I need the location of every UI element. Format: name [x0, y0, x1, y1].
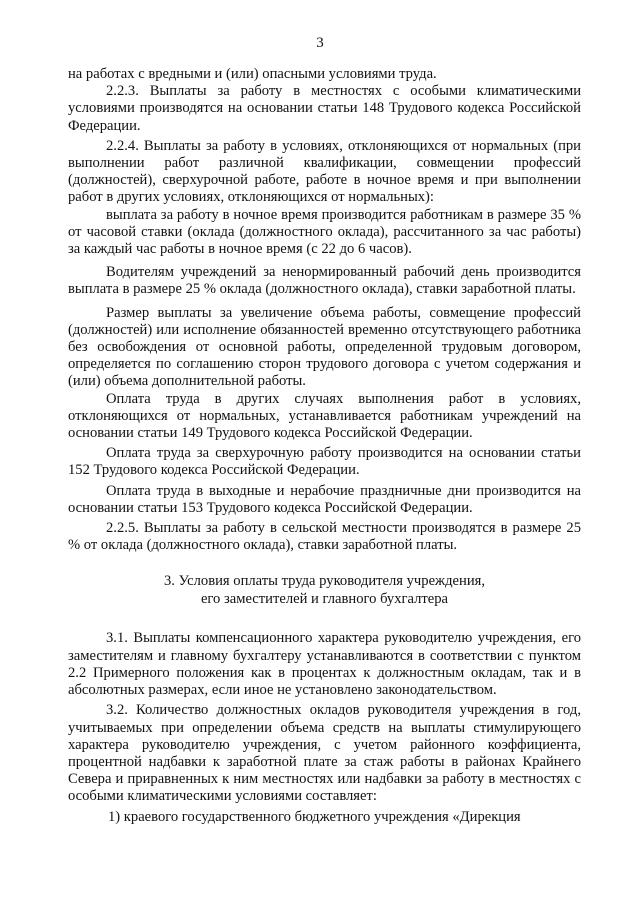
page-number: 3 — [316, 35, 324, 51]
paragraph-drivers: Водителям учреждений за ненормированный рабочий день производится выплата в размере 25 % оклада (должностного оклада), ставки заработной платы. — [68, 264, 581, 298]
paragraph-overtime: Оплата труда за сверхурочную работу производится на основании статьи 152 Трудового кодекса Российской Федерации. — [68, 445, 581, 479]
section-heading-line-2: его заместителей и главного бухгалтера — [200, 591, 449, 608]
paragraph-night-work: выплата за работу в ночное время производится работникам в размере 35 % от часовой ставки (оклада (должностного оклада), рассчитанного за час работы) за каждый час работы в ночное время (с 22 до 6 часов). — [68, 206, 581, 258]
paragraph-extra-work: Размер выплаты за увеличение объема работы, совмещение профессий (должностей) или исполнение обязанностей временно отсутствующего работника без освобождения от основной работы, определенной трудовым договором, определяется по соглашению сторон трудового договора с учетом содержания и (или) объема дополнительной работы. — [68, 304, 581, 390]
paragraph-continuation: на работах с вредными и (или) опасными условиями труда. — [68, 66, 437, 82]
paragraph-3-1: 3.1. Выплаты компенсационного характера руководителю учреждения, его заместителям и главному бухгалтеру устанавливаются в соответствии с пунктом 2.2 Примерного положения как в процентах к должностным окладам, так и в абсолютных размерах, если иное не установлено законодательством. — [68, 630, 581, 699]
paragraph-2-2-4: 2.2.4. Выплаты за работу в условиях, отклоняющихся от нормальных (при выполнении работ различной квалификации, совмещении профессий (должностей), сверхурочной работе, работе в ночное время и при выполнении работ в других условиях, отклоняющихся от нормальных): — [68, 137, 581, 206]
paragraph-2-2-3: 2.2.3. Выплаты за работу в местностях с особыми климатическими условиями производятся на основании статьи 148 Трудового кодекса Российской Федерации. — [68, 83, 581, 134]
section-heading-line-1: 3. Условия оплаты труда руководителя учреждения, — [163, 573, 486, 590]
list-item-1: 1) краевого государственного бюджетного учреждения «Дирекция — [108, 808, 521, 825]
paragraph-other-cases: Оплата труда в других случаях выполнения работ в условиях, отклоняющихся от нормальных, устанавливается работникам учреждений на основании статьи 149 Трудового кодекса Российской Федерации. — [68, 390, 581, 442]
paragraph-3-2: 3.2. Количество должностных окладов руководителя учреждения в год, учитываемых при определении объема средств на выплаты стимулирующего характера руководителю учреждения, с учетом районного коэффициента, процентной надбавки к заработной плате за стаж работы в районах Крайнего Севера и приравненных к ним местностях или надбавки за работу в местностях с особыми климатическими условиями составляет: — [68, 702, 581, 805]
section-3-heading — [68, 572, 581, 608]
paragraph-holidays: Оплата труда в выходные и нерабочие праздничные дни производится на основании статьи 153 Трудового кодекса Российской Федерации. — [68, 482, 581, 516]
document-body — [68, 66, 581, 826]
paragraph-2-2-5: 2.2.5. Выплаты за работу в сельской местности производятся в размере 25 % от оклада (должностного оклада), ставки заработной платы. — [68, 520, 581, 554]
